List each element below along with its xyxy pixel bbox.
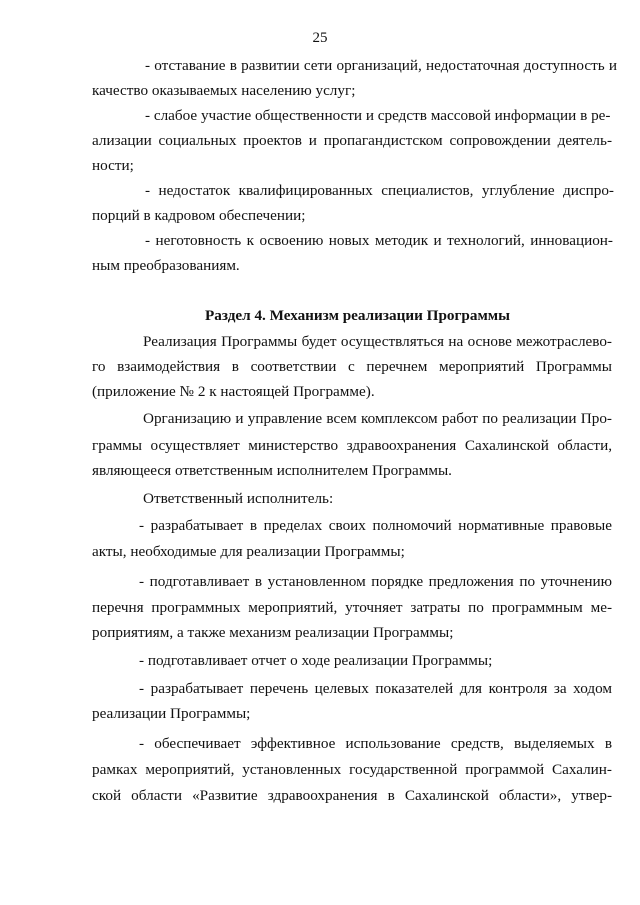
page-number: 25 — [312, 30, 328, 46]
text-line — [0, 761, 640, 787]
text-line-content: рамках мероприятий, установленных государственной программой Сахалин- — [92, 761, 612, 778]
text-line — [0, 57, 640, 83]
text-line-content: Ответственный исполнитель: — [143, 490, 334, 507]
text-line-content: - слабое участие общественности и средств массовой информации в ре- — [145, 107, 611, 124]
text-line — [0, 462, 640, 488]
text-line — [0, 132, 640, 158]
text-line — [0, 543, 640, 569]
text-line-content: ности; — [92, 157, 134, 174]
text-line-content: порций в кадровом обеспечении; — [92, 207, 306, 224]
text-line-content: - подготавливает отчет о ходе реализации Программы; — [139, 652, 493, 669]
text-line-content: - отставание в развитии сети организаций, недостаточная доступность и — [145, 57, 617, 74]
text-line-content: (приложение № 2 к настоящей Программе). — [92, 383, 375, 400]
text-line-content: - разрабатывает в пределах своих полномочий нормативные правовые — [139, 517, 612, 534]
text-line-content: ализации социальных проектов и пропагандистском сопровождении деятель- — [92, 132, 612, 149]
text-line — [0, 652, 640, 678]
text-line-content: - разрабатывает перечень целевых показателей для контроля за ходом — [139, 680, 612, 697]
text-line — [0, 705, 640, 731]
text-line — [0, 735, 640, 761]
text-line-content: роприятиям, а также механизм реализации Программы; — [92, 624, 454, 641]
text-line — [0, 182, 640, 208]
text-line-content: граммы осуществляет министерство здравоохранения Сахалинской области, — [92, 437, 612, 454]
text-line — [0, 573, 640, 599]
text-line — [0, 107, 640, 133]
text-line-content: го взаимодействия в соответствии с перечнем мероприятий Программы — [92, 358, 612, 375]
text-line — [0, 624, 640, 650]
text-line-content: качество оказываемых населению услуг; — [92, 82, 356, 99]
text-line-content: реализации Программы; — [92, 705, 251, 722]
text-line-content: - недостаток квалифицированных специалистов, углубление диспро- — [145, 182, 614, 199]
text-line — [0, 207, 640, 233]
text-line-content: ным преобразованиям. — [92, 257, 240, 274]
text-line-content: ской области «Развитие здравоохранения в Сахалинской области», утвер- — [92, 787, 612, 804]
text-line-content: - обеспечивает эффективное использование средств, выделяемых в — [139, 735, 612, 752]
text-line-content: Организацию и управление всем комплексом работ по реализации Про- — [143, 410, 612, 427]
text-line — [0, 437, 640, 463]
text-line — [0, 82, 640, 108]
text-line — [0, 599, 640, 625]
text-line — [0, 157, 640, 183]
text-line-content: являющееся ответственным исполнителем Программы. — [92, 462, 452, 479]
text-line-content: - неготовность к освоению новых методик и технологий, инновацион- — [145, 232, 613, 249]
text-line-content: Реализация Программы будет осуществляться на основе межотраслево- — [143, 333, 612, 350]
text-line — [0, 257, 640, 283]
text-line — [0, 383, 640, 409]
text-line — [0, 232, 640, 258]
text-line-content: - подготавливает в установленном порядке предложения по уточнению — [139, 573, 612, 590]
text-line — [0, 680, 640, 706]
text-line — [0, 787, 640, 813]
text-line — [0, 517, 640, 543]
text-line — [0, 358, 640, 384]
text-line — [0, 410, 640, 436]
text-line — [0, 333, 640, 359]
text-line-content: перечня программных мероприятий, уточняет затраты по программным ме- — [92, 599, 612, 616]
section-heading-text: Раздел 4. Механизм реализации Программы — [205, 307, 510, 324]
section-heading — [0, 307, 640, 333]
text-line — [0, 490, 640, 516]
text-line-content: акты, необходимые для реализации Программы; — [92, 543, 405, 560]
